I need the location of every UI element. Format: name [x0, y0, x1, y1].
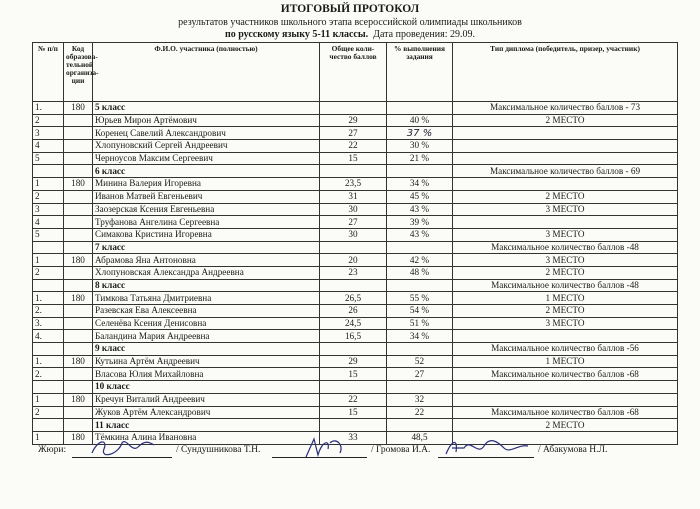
cell-diploma: 2 МЕСТО: [453, 305, 678, 318]
cell-num: 2.: [33, 368, 64, 381]
table-row: [33, 102, 678, 115]
cell-diploma: 1 МЕСТО: [453, 355, 678, 368]
cell-score: 22: [320, 140, 387, 153]
cell-percent: 52: [387, 355, 453, 368]
table-row: [33, 305, 678, 318]
cell-name: Минина Валерия Игоревна: [93, 178, 320, 191]
cell-score: 23: [320, 266, 387, 279]
cell-name: Абрамова Яна Антоновна: [93, 254, 320, 267]
cell-score: 26,5: [320, 292, 387, 305]
cell-name: Симакова Кристина Игоревна: [93, 228, 320, 241]
cell-score: [320, 165, 387, 178]
cell-diploma: Максимальное количество баллов -48: [453, 241, 678, 254]
cell-name: Власова Юлия Михайловна: [93, 368, 320, 381]
cell-num: 1: [33, 178, 64, 191]
cell-code: [64, 114, 93, 127]
cell-score: [320, 241, 387, 254]
cell-score: 22: [320, 393, 387, 406]
cell-code: [64, 152, 93, 165]
cell-diploma: 2 МЕСТО: [453, 114, 678, 127]
cell-score: [320, 419, 387, 432]
cell-name: Черноусов Максим Сергеевич: [93, 152, 320, 165]
cell-num: 4.: [33, 330, 64, 343]
cell-percent: [387, 343, 453, 356]
cell-diploma: 3 МЕСТО: [453, 254, 678, 267]
cell-name: Хлопуновский Сергей Андреевич: [93, 140, 320, 153]
table-row: [33, 266, 678, 279]
cell-num: 5: [33, 228, 64, 241]
cell-score: 24,5: [320, 317, 387, 330]
table-row: [33, 419, 678, 432]
table-row: [33, 381, 678, 394]
cell-percent: 30 %: [387, 140, 453, 153]
table-row: [33, 292, 678, 305]
cell-score: 29: [320, 114, 387, 127]
jury-member-1: / Сундушникова Т.Н.: [176, 445, 261, 455]
table-row: [33, 216, 678, 229]
cell-percent: 32: [387, 393, 453, 406]
cell-num: 1: [33, 254, 64, 267]
jury-member-2: / Громова И.А.: [371, 445, 431, 455]
cell-code: 180: [64, 102, 93, 115]
cell-name: Юрьев Мирон Артёмович: [93, 114, 320, 127]
cell-diploma: Максимальное количество баллов - 73: [453, 102, 678, 115]
col-diploma: Тип диплома (победитель, призер, участник): [453, 43, 678, 102]
table-body: [33, 102, 678, 445]
cell-diploma: [453, 140, 678, 153]
cell-diploma: 1 МЕСТО: [453, 292, 678, 305]
cell-diploma: [453, 330, 678, 343]
table-row: [33, 368, 678, 381]
cell-name: Тёмкина Алина Ивановна: [93, 431, 320, 444]
cell-score: [320, 102, 387, 115]
table-row: [33, 317, 678, 330]
cell-name: Хлопуновская Александра Андреевна: [93, 266, 320, 279]
cell-score: 26: [320, 305, 387, 318]
protocol-title: ИТОГОВЫЙ ПРОТОКОЛ: [280, 3, 420, 15]
table-row: [33, 152, 678, 165]
cell-score: 15: [320, 368, 387, 381]
handwritten-signature-2: [300, 435, 350, 461]
cell-code: [64, 317, 93, 330]
cell-name: 10 класс: [93, 381, 320, 394]
cell-name: Селенёва Ксения Денисовна: [93, 317, 320, 330]
cell-name: Жуков Артём Александрович: [93, 406, 320, 419]
cell-score: 15: [320, 406, 387, 419]
cell-name: Заозерская Ксения Евгеньевна: [93, 203, 320, 216]
table-row: [33, 203, 678, 216]
col-name: Ф.И.О. участника (полностью): [93, 43, 320, 102]
cell-percent: [387, 381, 453, 394]
table-header-row: [33, 43, 678, 102]
cell-name: 11 класс: [93, 419, 320, 432]
cell-score: 15: [320, 152, 387, 165]
cell-code: 180: [64, 393, 93, 406]
cell-code: 180: [64, 254, 93, 267]
table-row: [33, 127, 678, 140]
handwritten-signature-3: [442, 436, 532, 460]
col-num: № п/п: [33, 43, 64, 102]
protocol-subtitle: результатов участников школьного этапа всероссийской олимпиады школьников: [178, 17, 522, 28]
cell-percent: 51 %: [387, 317, 453, 330]
table-row: [33, 279, 678, 292]
cell-num: 2: [33, 266, 64, 279]
cell-percent: 48 %: [387, 266, 453, 279]
cell-code: 180: [64, 431, 93, 444]
table-row: [33, 393, 678, 406]
table-row: [33, 343, 678, 356]
results-table: [32, 42, 678, 445]
cell-diploma: [453, 381, 678, 394]
cell-code: [64, 266, 93, 279]
col-score: Общее коли-чество баллов: [320, 43, 387, 102]
cell-percent: 48,5: [387, 431, 453, 444]
cell-name: Иванов Матвей Евгеньевич: [93, 190, 320, 203]
cell-diploma: [453, 393, 678, 406]
cell-score: 27: [320, 216, 387, 229]
cell-name: Кречун Виталий Андреевич: [93, 393, 320, 406]
cell-diploma: Максимальное количество баллов -56: [453, 343, 678, 356]
cell-score: [320, 381, 387, 394]
cell-num: [33, 419, 64, 432]
table-row: [33, 190, 678, 203]
cell-percent: [387, 165, 453, 178]
table-row: [33, 254, 678, 267]
cell-num: 3: [33, 203, 64, 216]
cell-percent: [387, 419, 453, 432]
cell-code: [64, 279, 93, 292]
table-row: [33, 241, 678, 254]
handwritten-signature-1: [88, 437, 158, 459]
cell-diploma: Максимальное количество баллов -48: [453, 279, 678, 292]
cell-percent: [387, 241, 453, 254]
cell-percent: 21 %: [387, 152, 453, 165]
cell-score: 31: [320, 190, 387, 203]
cell-percent: 55 %: [387, 292, 453, 305]
cell-diploma: 2 МЕСТО: [453, 266, 678, 279]
cell-diploma: [453, 178, 678, 191]
cell-num: 5: [33, 152, 64, 165]
cell-percent: 54 %: [387, 305, 453, 318]
cell-num: 4: [33, 140, 64, 153]
cell-num: 1.: [33, 292, 64, 305]
jury-label: Жюри:: [38, 445, 67, 455]
cell-diploma: Максимальное количество баллов -68: [453, 368, 678, 381]
cell-score: 16,5: [320, 330, 387, 343]
cell-code: [64, 190, 93, 203]
table-row: [33, 406, 678, 419]
cell-percent: 37 %: [387, 127, 453, 140]
cell-code: [64, 140, 93, 153]
cell-code: [64, 216, 93, 229]
cell-code: [64, 419, 93, 432]
cell-name: 5 класс: [93, 102, 320, 115]
date: Дата проведения: 29.09.: [373, 29, 476, 40]
cell-code: 180: [64, 292, 93, 305]
cell-percent: 27: [387, 368, 453, 381]
cell-num: 2: [33, 190, 64, 203]
cell-diploma: 3 МЕСТО: [453, 228, 678, 241]
table-row: [33, 330, 678, 343]
cell-percent: [387, 279, 453, 292]
cell-percent: 34 %: [387, 178, 453, 191]
cell-code: 180: [64, 355, 93, 368]
cell-num: 4: [33, 216, 64, 229]
cell-name: 7 класс: [93, 241, 320, 254]
cell-diploma: [453, 216, 678, 229]
cell-percent: 43 %: [387, 203, 453, 216]
col-code: Код образова-тельной организа-ции: [64, 43, 93, 102]
cell-num: [33, 343, 64, 356]
cell-name: Кутьина Артём Андреевич: [93, 355, 320, 368]
cell-percent: 39 %: [387, 216, 453, 229]
cell-name: Разевская Ева Алексеевна: [93, 305, 320, 318]
cell-score: 33: [320, 431, 387, 444]
table-row: [33, 165, 678, 178]
cell-num: [33, 165, 64, 178]
cell-num: 2.: [33, 305, 64, 318]
cell-code: [64, 165, 93, 178]
cell-percent: 45 %: [387, 190, 453, 203]
cell-percent: [387, 102, 453, 115]
cell-percent: 42 %: [387, 254, 453, 267]
cell-score: 30: [320, 228, 387, 241]
cell-score: [320, 343, 387, 356]
cell-num: 1: [33, 393, 64, 406]
cell-num: 2: [33, 114, 64, 127]
cell-percent: 22: [387, 406, 453, 419]
cell-diploma: 3 МЕСТО: [453, 203, 678, 216]
table-row: [33, 140, 678, 153]
cell-code: [64, 127, 93, 140]
cell-score: [320, 279, 387, 292]
cell-num: [33, 241, 64, 254]
cell-code: [64, 343, 93, 356]
table-row: [33, 114, 678, 127]
cell-diploma: 3 МЕСТО: [453, 317, 678, 330]
cell-diploma: 2 МЕСТО: [453, 419, 678, 432]
cell-name: 6 класс: [93, 165, 320, 178]
cell-code: [64, 203, 93, 216]
cell-code: [64, 368, 93, 381]
cell-diploma: Максимальное количество баллов - 69: [453, 165, 678, 178]
protocol-subject-line: [0, 30, 700, 40]
cell-percent: 34 %: [387, 330, 453, 343]
cell-score: 23,5: [320, 178, 387, 191]
jury-member-3: / Абакумова Н.Л.: [538, 445, 608, 455]
cell-name: Труфанова Ангелина Сергеевна: [93, 216, 320, 229]
cell-code: [64, 305, 93, 318]
cell-code: 180: [64, 178, 93, 191]
cell-name: 9 класс: [93, 343, 320, 356]
table-row: [33, 228, 678, 241]
cell-percent: 40 %: [387, 114, 453, 127]
table-row: [33, 178, 678, 191]
cell-score: 29: [320, 355, 387, 368]
cell-num: 3.: [33, 317, 64, 330]
cell-diploma: [453, 152, 678, 165]
cell-num: [33, 381, 64, 394]
cell-name: Тимкова Татьяна Дмитриевна: [93, 292, 320, 305]
cell-percent: 43 %: [387, 228, 453, 241]
cell-diploma: 2 МЕСТО: [453, 190, 678, 203]
cell-score: 30: [320, 203, 387, 216]
table-row: [33, 355, 678, 368]
cell-name: Коренец Савелий Александрович: [93, 127, 320, 140]
subject: по русскому языку 5-11 классы.: [224, 29, 369, 40]
cell-code: [64, 241, 93, 254]
cell-code: [64, 330, 93, 343]
cell-code: [64, 406, 93, 419]
cell-num: 1.: [33, 102, 64, 115]
col-percent: % выполнения задания: [387, 43, 453, 102]
cell-code: [64, 228, 93, 241]
cell-score: 27: [320, 127, 387, 140]
cell-name: Баландина Мария Андреевна: [93, 330, 320, 343]
cell-diploma: [453, 127, 678, 140]
cell-num: 2: [33, 406, 64, 419]
cell-num: 1.: [33, 355, 64, 368]
cell-num: 1: [33, 431, 64, 444]
cell-num: [33, 279, 64, 292]
cell-num: 3: [33, 127, 64, 140]
cell-score: 20: [320, 254, 387, 267]
cell-name: 8 класс: [93, 279, 320, 292]
cell-diploma: Максимальное количество баллов -68: [453, 406, 678, 419]
cell-code: [64, 381, 93, 394]
